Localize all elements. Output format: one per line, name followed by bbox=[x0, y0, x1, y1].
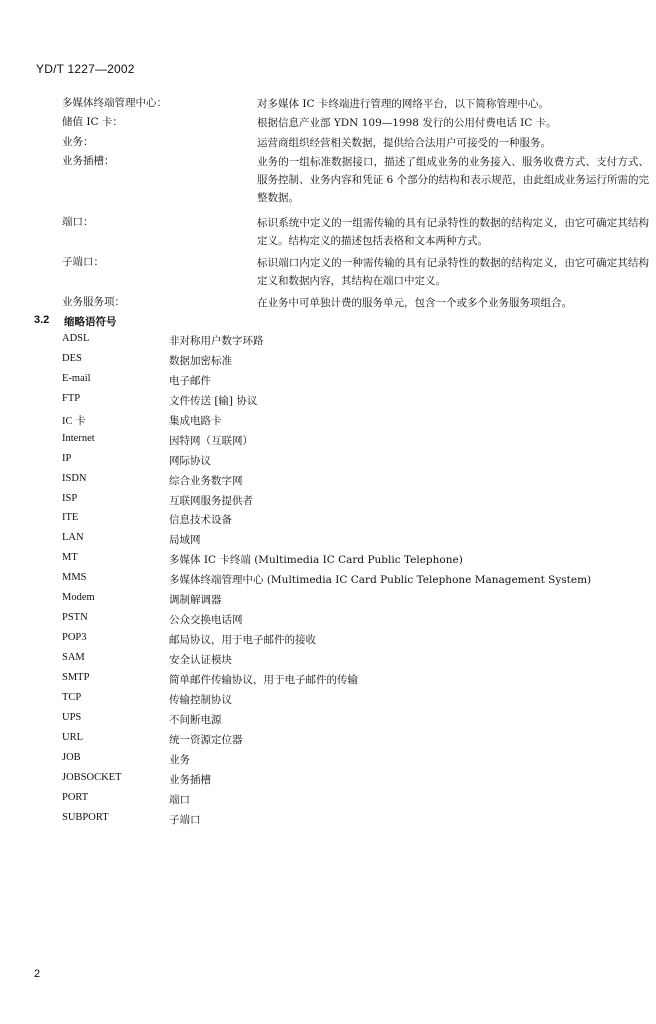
definition-term: 业务插槽： bbox=[62, 155, 115, 167]
abbreviation-row bbox=[62, 712, 642, 732]
abbreviation-meaning: 端口 bbox=[169, 793, 190, 806]
abbreviation-meaning: 安全认证模块 bbox=[169, 654, 232, 666]
abbreviation-meaning: 信息技术设备 bbox=[169, 514, 232, 527]
definition-term: 端口： bbox=[62, 216, 94, 228]
abbreviation-meaning: 公众交换电话网 bbox=[169, 614, 243, 627]
abbreviation-row bbox=[62, 612, 642, 632]
abbreviation-meaning: 文件传送 [输] 协议 bbox=[169, 394, 258, 407]
standard-code: YD/T 1227—2002 bbox=[36, 62, 135, 76]
section-title: 缩略语符号 bbox=[64, 316, 117, 328]
abbreviation-row bbox=[62, 812, 642, 832]
abbreviation-row bbox=[62, 433, 642, 453]
abbreviation-meaning: 综合业务数字网 bbox=[169, 474, 243, 487]
abbreviation-term: SUBPORT bbox=[62, 811, 109, 823]
definition-term: 子端口： bbox=[62, 256, 104, 268]
abbreviation-meaning: 不间断电源 bbox=[169, 713, 222, 726]
abbreviation-term: Internet bbox=[62, 432, 95, 444]
abbreviation-row bbox=[62, 333, 642, 353]
abbreviation-meaning: 统一资源定位器 bbox=[169, 733, 243, 746]
section-number: 3.2 bbox=[34, 314, 50, 326]
abbreviation-term: MT bbox=[62, 552, 78, 564]
abbreviation-row bbox=[62, 772, 642, 792]
abbreviation-meaning: 多媒体 IC 卡终端 (Multimedia IC Card Public Telephone) bbox=[169, 554, 463, 567]
abbreviation-row bbox=[62, 692, 642, 712]
abbreviation-term: SMTP bbox=[62, 671, 90, 683]
abbreviation-term: TCP bbox=[62, 691, 82, 703]
definition-term: 多媒体终端管理中心： bbox=[62, 97, 167, 109]
abbreviation-term: Modem bbox=[62, 592, 95, 604]
abbreviation-meaning: 传输控制协议 bbox=[169, 693, 232, 706]
abbreviation-term: ISP bbox=[62, 492, 78, 504]
abbreviation-term: FTP bbox=[62, 392, 81, 404]
abbreviation-term: ISDN bbox=[62, 472, 87, 484]
abbreviation-row bbox=[62, 732, 642, 752]
definition-body: 标识系统中定义的一组需传输的具有记录特性的数据的结构定义，由它可确定其结构定义。结构定义的描述包括表格和文本两种方式。 bbox=[257, 217, 649, 247]
abbreviation-row bbox=[62, 413, 642, 433]
abbreviation-meaning: 业务 bbox=[169, 753, 190, 766]
abbreviation-row bbox=[62, 792, 642, 812]
abbreviation-meaning: 互联网服务提供者 bbox=[169, 494, 253, 507]
abbreviation-row bbox=[62, 512, 642, 532]
abbreviation-row bbox=[62, 592, 642, 612]
abbreviation-term: LAN bbox=[62, 532, 84, 544]
definition-body: 业务的一组标准数据接口，描述了组成业务的业务接入、服务收费方式、支付方式、服务控制、业务内容和凭证 6 个部分的结构和表示规范，由此组成业务运行所需的完整数据。 bbox=[257, 156, 649, 204]
abbreviation-row bbox=[62, 493, 642, 513]
definition-body: 在业务中可单独计费的服务单元，包含一个或多个业务服务项组合。 bbox=[257, 297, 572, 309]
abbreviation-meaning: 调制解调器 bbox=[169, 594, 222, 607]
abbreviation-row bbox=[62, 393, 642, 413]
definition-body: 对多媒体 IC 卡终端进行管理的网络平台，以下简称管理中心。 bbox=[257, 98, 549, 110]
abbreviation-term: PSTN bbox=[62, 612, 88, 624]
abbreviation-meaning: 集成电路卡 bbox=[169, 414, 222, 427]
abbreviation-row bbox=[62, 652, 642, 672]
abbreviation-meaning: 简单邮件传输协议，用于电子邮件的传输 bbox=[169, 673, 358, 686]
abbreviation-row bbox=[62, 373, 642, 393]
abbreviation-term: DES bbox=[62, 352, 82, 364]
abbreviation-row bbox=[62, 552, 642, 572]
abbreviation-row bbox=[62, 632, 642, 652]
abbreviation-row bbox=[62, 532, 642, 552]
abbreviation-term: URL bbox=[62, 731, 83, 743]
definition-term: 业务服务项： bbox=[62, 296, 125, 308]
abbreviation-meaning: 业务插槽 bbox=[169, 773, 211, 786]
abbreviation-term: ADSL bbox=[62, 333, 90, 344]
abbreviation-meaning: 多媒体终端管理中心 (Multimedia IC Card Public Telephone Management System) bbox=[169, 574, 592, 587]
definition-body: 根据信息产业部 YDN 109—1998 发行的公用付费电话 IC 卡。 bbox=[257, 117, 557, 129]
abbreviation-meaning: 网际协议 bbox=[169, 454, 211, 467]
abbreviation-meaning: 因特网（互联网） bbox=[169, 434, 253, 447]
abbreviation-row bbox=[62, 572, 642, 592]
abbreviation-term: MMS bbox=[62, 572, 87, 584]
abbreviation-term: SAM bbox=[62, 652, 85, 663]
abbreviation-term: UPS bbox=[62, 711, 82, 723]
abbreviation-row bbox=[62, 752, 642, 772]
abbreviation-term: IC 卡 bbox=[62, 415, 86, 427]
abbreviation-meaning: 邮局协议，用于电子邮件的接收 bbox=[169, 634, 316, 647]
page-number: 2 bbox=[34, 968, 41, 980]
abbreviation-meaning: 子端口 bbox=[169, 813, 201, 826]
abbreviation-row bbox=[62, 473, 642, 493]
definition-term: 储值 IC 卡： bbox=[62, 116, 123, 128]
abbreviation-row bbox=[62, 353, 642, 373]
abbreviation-meaning: 数据加密标准 bbox=[169, 354, 232, 367]
abbreviation-row bbox=[62, 672, 642, 692]
abbreviation-row bbox=[62, 453, 642, 473]
abbreviation-term: E-mail bbox=[62, 372, 91, 384]
abbreviation-meaning: 非对称用户数字环路 bbox=[169, 335, 264, 347]
abbreviation-meaning: 局域网 bbox=[169, 534, 201, 547]
abbreviation-meaning: 电子邮件 bbox=[169, 374, 211, 387]
abbreviation-term: POP3 bbox=[62, 632, 87, 644]
abbreviation-term: ITE bbox=[62, 512, 79, 524]
abbreviation-term: IP bbox=[62, 452, 72, 464]
abbreviation-term: JOBSOCKET bbox=[62, 771, 122, 783]
abbreviation-term: PORT bbox=[62, 791, 89, 803]
abbreviation-list bbox=[62, 333, 642, 831]
definition-body: 运营商组织经营相关数据，提供给合法用户可接受的一种服务。 bbox=[257, 137, 551, 149]
abbreviation-term: JOB bbox=[62, 751, 81, 763]
definition-term: 业务： bbox=[62, 136, 94, 148]
definition-body: 标识端口内定义的一种需传输的具有记录特性的数据的结构定义，由它可确定其结构定义和数据内容，其结构在端口中定义。 bbox=[257, 257, 649, 287]
